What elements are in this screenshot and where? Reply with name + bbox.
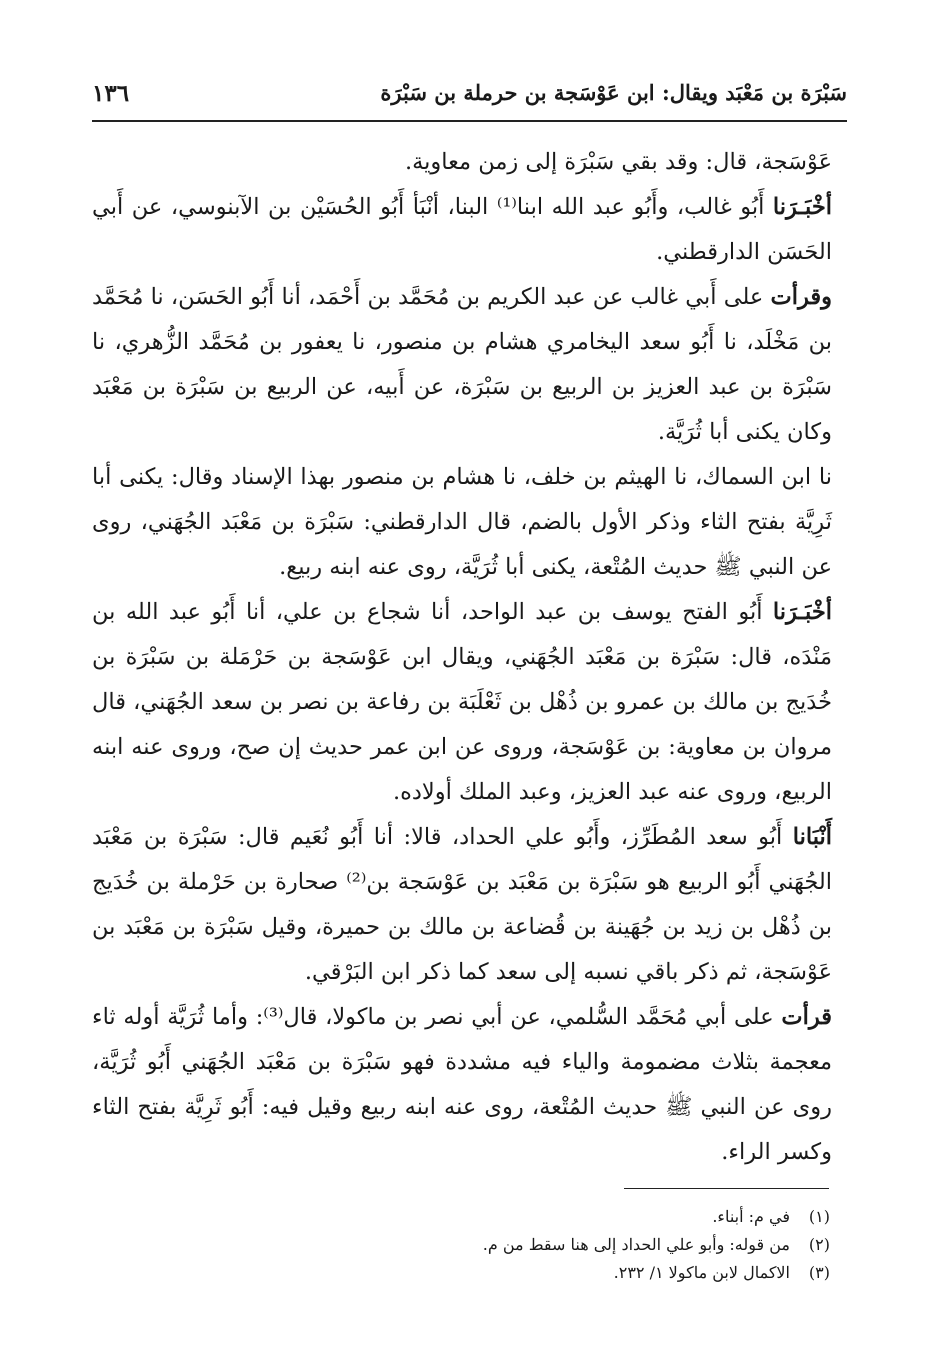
- running-header-title: سَبْرَة بن مَعْبَد ويقال: ابن عَوْسَجة بن حرملة بن سَبْرَة: [380, 80, 847, 105]
- paragraph: أخْبَـرَنا أَبُو غالب، وأَبُو عبد الله ابنا⁽¹⁾ البنا، أنْبَأ أَبُو الحُسَيْن بن الآبنوسي، عن أَبي الحَسَن الدارقطني.: [92, 194, 832, 265]
- footnote: (٢)من قوله: وأبو علي الحداد إلى هنا سقط من م.: [482, 1235, 830, 1254]
- footnotes: [300, 1203, 830, 1287]
- paragraph: أخْبَـرَنا أَبُو الفتح يوسف بن عبد الواحد، أنا شجاع بن علي، أنا أَبُو عبد الله بن مَنْدَه، قال: سَبْرَة بن مَعْبَد الجُهَني، ويقال ابن عَوْسَجة بن حَرْمَلة بن سَبْرَة بن خُدَيج بن مالك بن عمرو بن ذُهْل بن ثَعْلَبَة بن رفاعة بن نصر بن سعد الجُهَني، قال مروان بن معاوية: بن عَوْسَجة، وروى عن ابن عمر حديث إن صح، وروى عنه ابنه الربيع، وروى عنه عبد العزيز، وعبد الملك أولاده.: [92, 599, 832, 805]
- paragraph: نا ابن السماك، نا الهيثم بن خلف، نا هشام بن منصور بهذا الإسناد وقال: يكنى أبا ثَرِيَّة بفتح الثاء وذكر الأول بالضم، قال الدارقطني: سَبْرَة بن مَعْبَد الجُهَني، روى عن النبي ﷺ حديث المُتْعة، يكنى أبا ثُرَيَّة، روى عنه ابنه ربيع.: [92, 464, 832, 580]
- header-rule: [92, 120, 847, 122]
- running-header: [92, 80, 847, 120]
- paragraph: وقرأت على أَبي غالب عن عبد الكريم بن مُحَمَّد بن أَحْمَد، أنا أَبُو الحَسَن، نا مُحَمَّد بن مَخْلَد، نا أَبُو سعد اليخامري هشام بن منصور، نا يعفور بن مُحَمَّد الزُّهري، نا سَبْرَة بن عبد العزيز بن الربيع بن سَبْرَة، عن أَبيه، عن الربيع بن سَبْرَة بن مَعْبَد وكان يكنى أبا ثُرَيَّة.: [92, 284, 832, 445]
- footnote: (٣)الاكمال لابن ماكولا ١/ ٢٣٢.: [613, 1263, 830, 1282]
- footnote-rule: [624, 1188, 829, 1189]
- paragraph: عَوْسَجة، قال: وقد بقي سَبْرَة إلى زمن معاوية.: [404, 149, 832, 175]
- footnote: (١)في م: أبناء.: [712, 1207, 830, 1226]
- paragraph: قرأت على أبي مُحَمَّد السُّلمي، عن أبي نصر بن ماكولا، قال⁽³⁾: وأما ثُرَيَّة أوله ثاء معجمة بثلاث مضمومة والياء فيه مشددة فهو سَبْرَة بن مَعْبَد الجُهَني أَبُو ثُرَيَّة، روى عن النبي ﷺ حديث المُتْعة، روى عنه ابنه ربيع وقيل فيه: أَبُو ثَرِيَّة بفتح الثاء وكسر الراء.: [92, 1004, 832, 1165]
- body-text: [92, 140, 832, 1175]
- page-number: ١٣٦: [92, 80, 130, 107]
- paragraph: أَنْبَانا أَبُو سعد المُطَرِّز، وأَبُو علي الحداد، قالا: أنا أَبُو نُعَيم قال: سَبْرَة بن مَعْبَد الجُهَني أَبُو الربيع هو سَبْرَة بن مَعْبَد بن عَوْسَجة بن⁽²⁾ صحارة بن حَرْملة بن خُدَيج بن ذُهْل بن زيد بن جُهَينة بن قُضاعة بن مالك بن حميرة، وقيل سَبْرَة بن مَعْبَد بن عَوْسَجة، ثم ذكر باقي نسبه إلى سعد كما ذكر ابن البَرْقي.: [92, 824, 832, 985]
